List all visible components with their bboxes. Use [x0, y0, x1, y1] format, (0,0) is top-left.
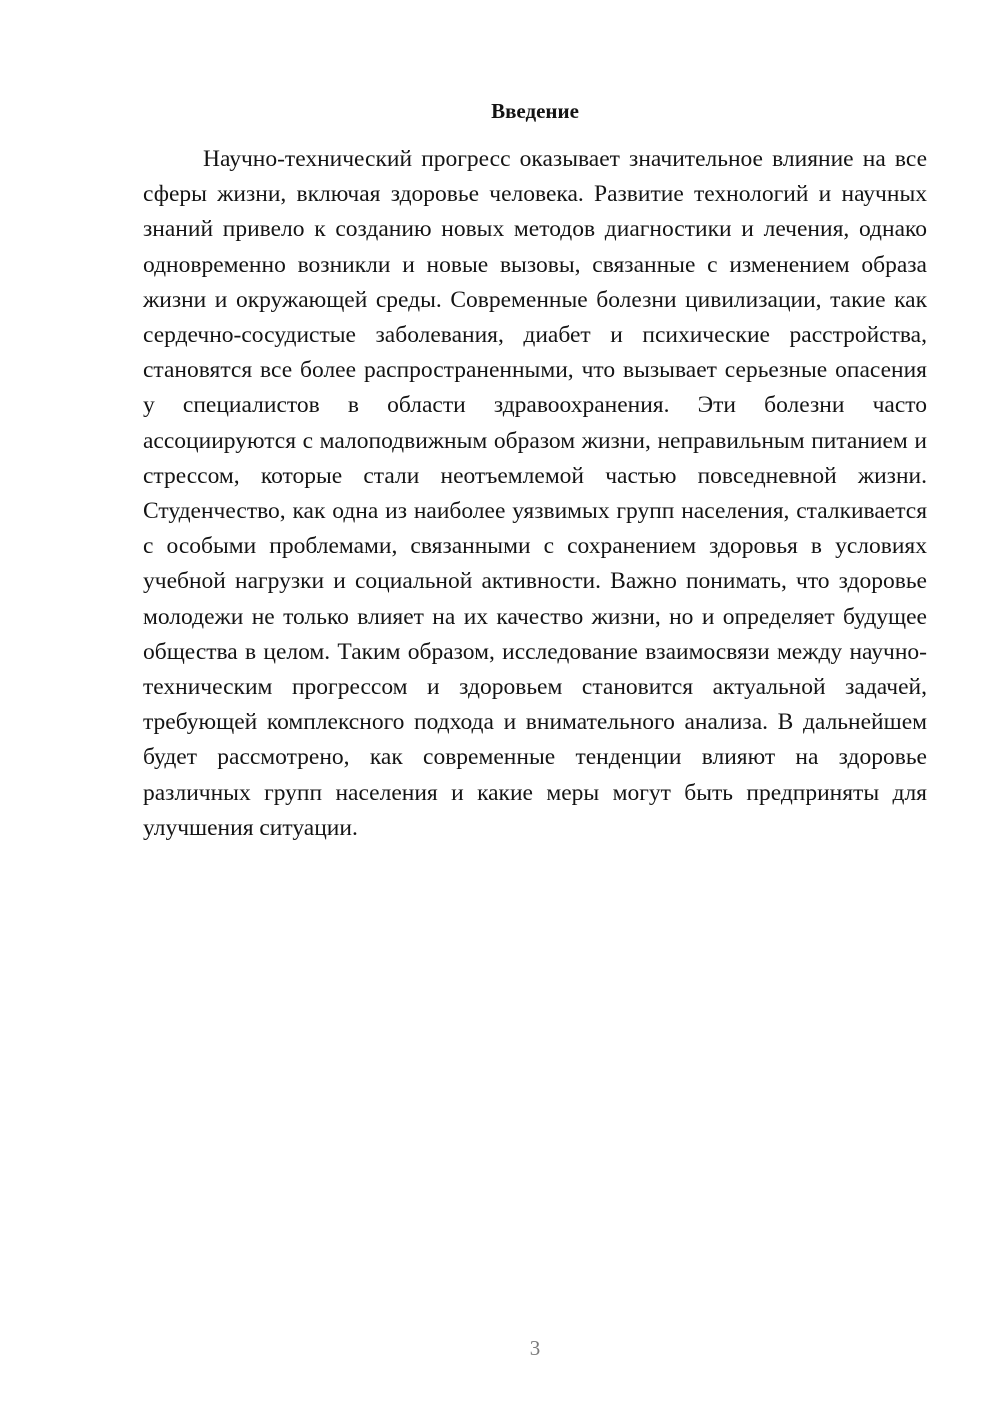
section-heading: Введение	[491, 99, 579, 123]
body-paragraph: Научно-технический прогресс оказывает значительное влияние на все сферы жизни, включая здоровье человека. Развитие технологий и научных знаний привело к созданию новых методов диагностики и лечения, однако одновременно возникли и новые вызовы, связанные с изменением образа жизни и окружающей среды. Современные болезни цивилизации, такие как сердечно-сосудистые заболевания, диабет и психические расстройства, становятся все более распространенными, что вызывает серьезные опасения у специалистов в области здравоохранения. Эти болезни часто ассоциируются с малоподвижным образом жизни, неправильным питанием и стрессом, которые стали неотъемлемой частью повседневной жизни. Студенчество, как одна из наиболее уязвимых групп населения, сталкивается с особыми проблемами, связанными с сохранением здоровья в условиях учебной нагрузки и социальной активности. Важно понимать, что здоровье молодежи не только влияет на их качество жизни, но и определяет будущее общества в целом. Таким образом, исследование взаимосвязи между научно-техническим прогрессом и здоровьем становится актуальной задачей, требующей комплексного подхода и внимательного анализа. В дальнейшем будет рассмотрено, как современные тенденции влияют на здоровье различных групп населения и какие меры могут быть предприняты для улучшения ситуации.	[143, 146, 927, 841]
page-number: 3	[529, 1336, 541, 1360]
